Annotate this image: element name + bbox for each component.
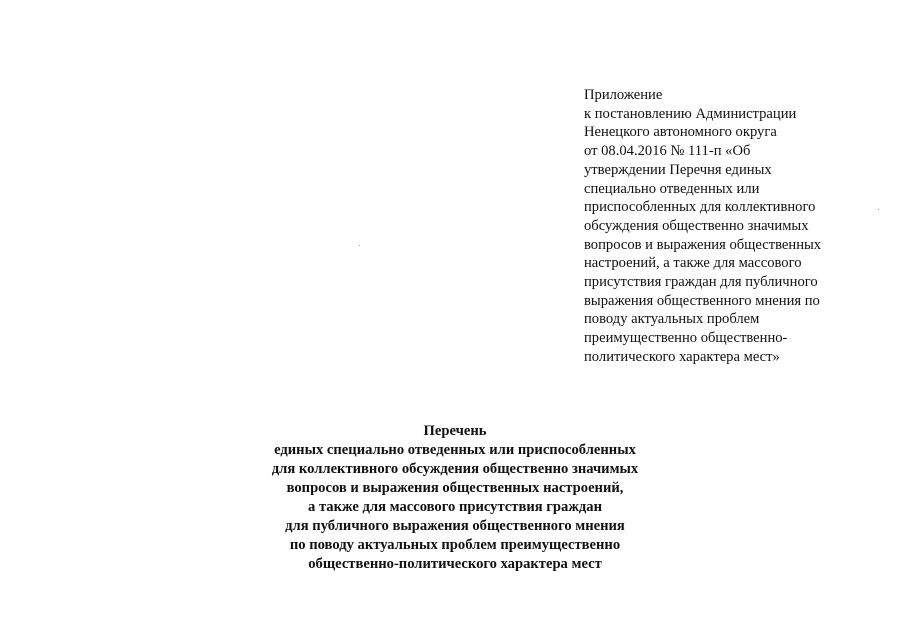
appendix-line: Ненецкого автономного округа	[584, 124, 777, 141]
appendix-line: специально отведенных или	[584, 180, 760, 197]
title-line: для публичного выражения общественного мнения	[285, 518, 625, 534]
document-title	[200, 422, 710, 574]
appendix-line: выражения общественного мнения по	[584, 292, 820, 309]
appendix-line: от 08.04.2016 № 111-п «Об	[584, 143, 751, 160]
appendix-line: к постановлению Администрации	[584, 105, 797, 122]
title-line: для коллективного обсуждения общественно значимых	[271, 461, 639, 477]
title-line: а также для массового присутствия граждан	[308, 499, 602, 515]
appendix-line: приспособленных для коллективного	[584, 199, 816, 216]
appendix-line: утверждении Перечня единых	[584, 161, 772, 178]
appendix-line: обсуждения общественно значимых	[584, 217, 809, 234]
appendix-line: вопросов и выражения общественных	[584, 236, 822, 253]
title-line: по поводу актуальных проблем преимущественно	[289, 537, 621, 553]
appendix-line: настроений, а также для массового	[584, 255, 802, 272]
appendix-line: Приложение	[584, 87, 663, 103]
scan-speck	[878, 209, 879, 210]
appendix-line: политического характера мест»	[584, 348, 780, 365]
appendix-header	[584, 86, 884, 367]
title-line: вопросов и выражения общественных настроений,	[286, 480, 624, 496]
appendix-line: преимущественно общественно-	[584, 330, 788, 347]
scan-speck	[359, 245, 360, 246]
appendix-line: поводу актуальных проблем	[584, 311, 760, 328]
title-line: общественно-политического характера мест	[308, 556, 602, 572]
title-heading: Перечень	[423, 423, 487, 439]
title-line: единых специально отведенных или приспособленных	[274, 442, 636, 458]
appendix-line: присутствия граждан для публичного	[584, 274, 818, 291]
